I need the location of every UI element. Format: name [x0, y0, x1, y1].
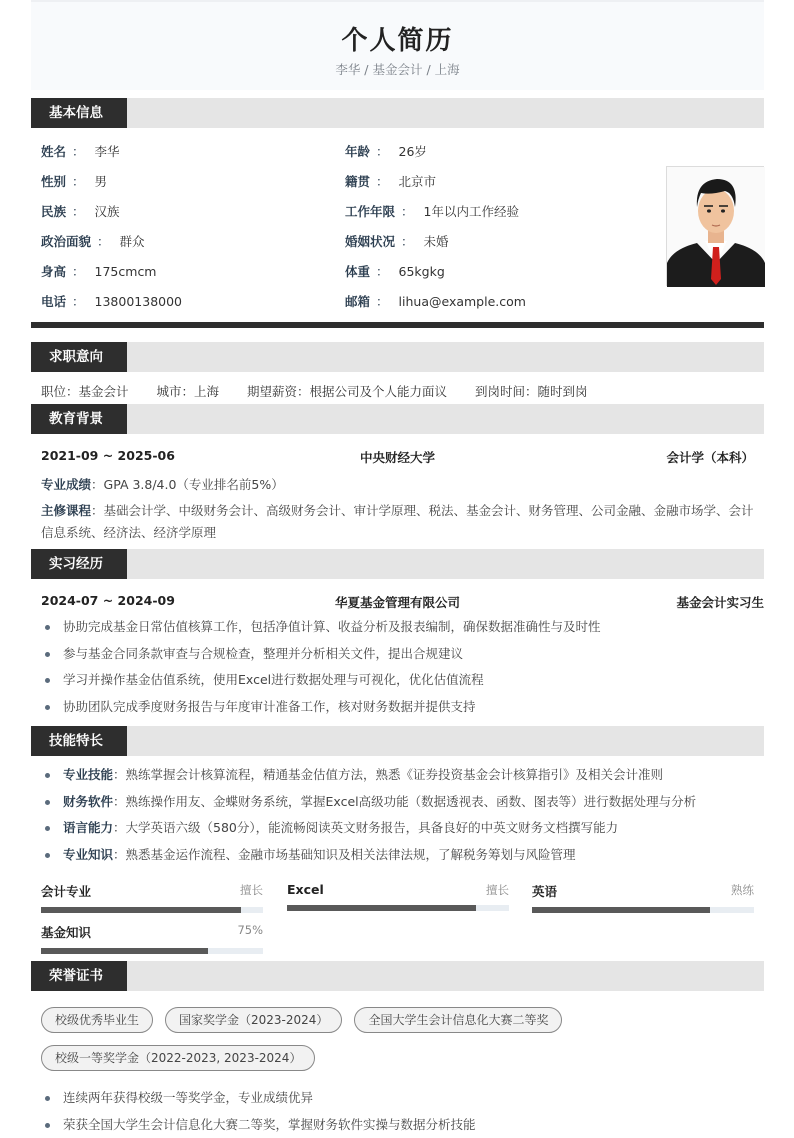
list-item: 参与基金合同条款审查与合规检查，整理并分析相关文件，提出合规建议	[41, 641, 754, 668]
info-hometown: 籍贯 ： 北京市	[345, 172, 436, 190]
intent-position: 职位：基金会计	[41, 382, 129, 402]
progress-fill	[41, 907, 241, 913]
section-header-skills	[31, 726, 764, 756]
intent-salary: 期望薪资：根据公司及个人能力面议	[247, 382, 447, 402]
info-phone: 电话 ： 13800138000	[41, 292, 182, 310]
list-item: 财务软件：熟练操作用友、金蝶财务系统，掌握Excel高级功能（数据透视表、函数、图表等）进行数据处理与分析	[41, 789, 754, 816]
section-header-basic	[31, 98, 764, 128]
education-entry	[31, 448, 764, 466]
section-title: 技能特长	[31, 726, 127, 756]
honor-tag: 国家奖学金（2023-2024）	[165, 1007, 342, 1033]
section-title: 教育背景	[31, 404, 127, 434]
section-title: 荣誉证书	[31, 961, 127, 991]
avatar-photo	[666, 166, 764, 286]
info-height: 身高 ： 175cmcm	[41, 262, 157, 280]
list-item: 协助完成基金日常估值核算工作，包括净值计算、收益分析及报表编制，确保数据准确性与及时性	[41, 614, 754, 641]
progress-track	[532, 907, 754, 913]
info-ethnicity: 民族 ： 汉族	[41, 202, 120, 220]
skill-bars	[31, 876, 764, 964]
section-header-internship	[31, 549, 764, 579]
section-title: 求职意向	[31, 342, 127, 372]
info-marital: 婚姻状况 ： 未婚	[345, 232, 449, 250]
resume-header	[31, 0, 764, 90]
info-political: 政治面貌 ： 群众	[41, 232, 145, 250]
internship-company: 华夏基金管理有限公司	[31, 593, 764, 611]
internship-bullets	[31, 614, 764, 720]
job-intent	[31, 372, 764, 402]
intent-city: 城市：上海	[157, 382, 220, 402]
basic-info	[31, 128, 764, 324]
section-header-honors	[31, 961, 764, 991]
list-item: 连续两年获得校级一等奖学金，专业成绩优异	[41, 1085, 754, 1112]
section-title: 基本信息	[31, 98, 127, 128]
list-item: 学习并操作基金估值系统，使用Excel进行数据处理与可视化，优化估值流程	[41, 667, 754, 694]
honor-tag: 校级一等奖学金（2022-2023, 2023-2024）	[41, 1045, 315, 1071]
progress-fill	[287, 905, 476, 911]
info-name: 姓名 ： 李华	[41, 142, 120, 160]
honor-tags	[31, 991, 764, 1083]
progress-fill	[532, 907, 710, 913]
skills-list	[31, 762, 764, 868]
honor-tag: 全国大学生会计信息化大赛二等奖	[354, 1007, 562, 1033]
list-item: 专业技能：熟练掌握会计核算流程，精通基金估值方法，熟悉《证券投资基金会计核算指引》及相关会计准则	[41, 762, 754, 789]
progress-fill	[41, 948, 208, 954]
skill-bar: 英语 熟练	[532, 882, 754, 913]
list-item: 语言能力：大学英语六级（580分），能流畅阅读英文财务报告，具备良好的中英文财务文档撰写能力	[41, 815, 754, 842]
page-subtitle: 李华 / 基金会计 / 上海	[31, 60, 764, 78]
info-gender: 性别 ： 男	[41, 172, 107, 190]
divider	[31, 322, 764, 328]
education-period: 2021-09 ~ 2025-06	[41, 448, 175, 466]
list-item: 专业知识：熟悉基金运作流程、金融市场基础知识及相关法律法规，了解税务筹划与风险管理	[41, 842, 754, 869]
section-header-intent	[31, 342, 764, 372]
internship-period: 2024-07 ~ 2024-09	[41, 593, 175, 611]
person-portrait-icon	[667, 167, 765, 287]
honor-bullets	[31, 1085, 764, 1138]
page-title: 个人简历	[31, 24, 764, 58]
skill-bar: Excel 擅长	[287, 882, 509, 911]
list-item: 荣获全国大学生会计信息化大赛二等奖，掌握财务软件实操与数据分析技能	[41, 1112, 754, 1138]
internship-entry	[31, 593, 764, 611]
list-item: 协助团队完成季度财务报告与年度审计准备工作，核对财务数据并提供支持	[41, 694, 754, 721]
education-courses: 主修课程：基础会计学、中级财务会计、高级财务会计、审计学原理、税法、基金会计、财务管理、公司金融、金融市场学、会计信息系统、经济法、经济学原理	[31, 500, 764, 544]
section-title: 实习经历	[31, 549, 127, 579]
skill-bar: 会计专业 擅长	[41, 882, 263, 913]
education-major: 会计学（本科）	[666, 448, 754, 466]
resume-page	[31, 0, 764, 1138]
intent-availability: 到岗时间：随时到岗	[475, 382, 588, 402]
progress-track	[287, 905, 509, 911]
education-school: 中央财经大学	[31, 448, 764, 466]
progress-track	[41, 948, 263, 954]
info-age: 年龄 ： 26岁	[345, 142, 427, 160]
education-gpa: 专业成绩：GPA 3.8/4.0（专业排名前5%）	[31, 474, 764, 496]
internship-role: 基金会计实习生	[676, 593, 764, 611]
info-weight: 体重 ： 65kgkg	[345, 262, 445, 280]
info-experience: 工作年限 ： 1年以内工作经验	[345, 202, 519, 220]
section-header-education	[31, 404, 764, 434]
honor-tag: 校级优秀毕业生	[41, 1007, 153, 1033]
progress-track	[41, 907, 263, 913]
info-email: 邮箱 ： lihua@example.com	[345, 292, 526, 310]
skill-bar: 基金知识 75%	[41, 923, 263, 954]
